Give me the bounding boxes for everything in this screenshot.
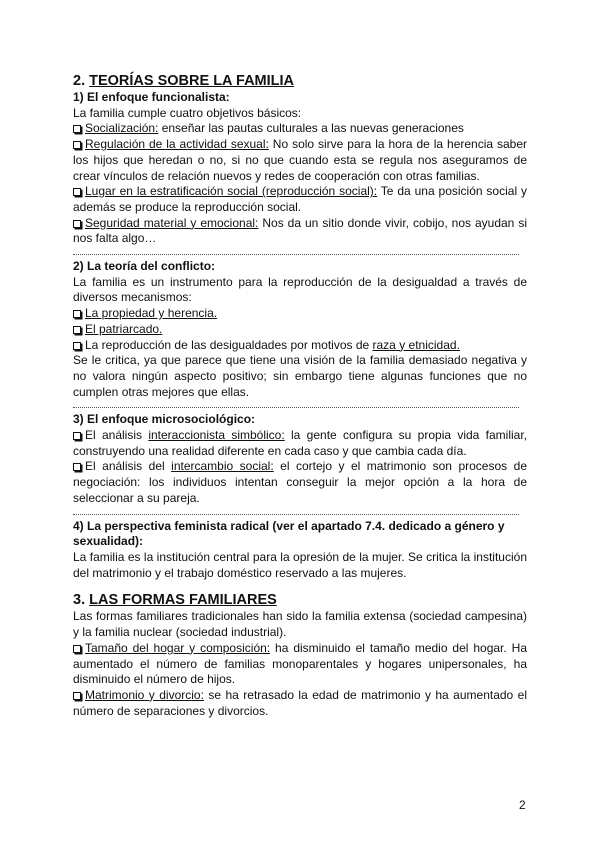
checkbox-bullet-icon [73,326,81,334]
list-item [73,459,527,506]
section-3-title-text: LAS FORMAS FAMILIARES [89,592,277,609]
checkbox-bullet-icon [73,645,81,653]
checkbox-bullet-icon [73,188,81,196]
item-label: Matrimonio y divorcio: [85,687,204,702]
item-text: El análisis [85,428,149,443]
section-3-title [73,591,527,609]
section-3-intro: Las formas familiares tradicionales han sido la familia extensa (sociedad campesina) y la familia nuclear (sociedad industrial). [73,609,527,640]
item-label: raza y etnicidad. [372,337,460,352]
item-label: Socialización: [85,121,159,136]
item-text: La reproducción de las desigualdades por motivos de [85,337,373,352]
section-3-number: 3. [73,592,90,609]
checkbox-bullet-icon [73,463,81,471]
item-text: enseñar las pautas culturales a las nuevas generaciones [158,121,464,136]
item-label: interaccionista simbólico: [148,428,285,443]
item-label: Seguridad material y emocional: [85,215,259,230]
item-label: Regulación de la actividad sexual: [85,137,269,152]
checkbox-bullet-icon [73,432,81,440]
item-text: el cortejo y el matrimonio son procesos de negociación: los individuos intentan conseguir la mejor opción a la hora de seleccionar a su pareja. [73,459,527,505]
checkbox-bullet-icon [73,692,81,700]
list-item [73,216,527,247]
micro-heading: 3) El enfoque microsociológico: [73,412,256,427]
conflicto-critique: Se le critica, ya que parece que tiene una visión de la familia demasiado negativa y no valora ningún aspecto positivo; sin embargo tiene algunas funciones que no cumplen otras mejores que ellas. [73,353,527,399]
list-item [73,121,527,137]
list-item [73,641,527,688]
checkbox-bullet-icon [73,342,81,350]
conflicto-intro: La familia es un instrumento para la reproducción de la desigualdad a través de diversos mecanismos: [73,274,527,305]
list-item [73,428,527,459]
item-text: No solo sirve para la hora de la herencia saber los hijos que heredan o no, si no que cuando esta se regula nos aseguramos de crear vínculos de relación nuevos y redes de cooperación con otras familias. [73,137,528,183]
feminista-heading: 4) La perspectiva feminista radical (ver el apartado 7.4. dedicado a género y sexualidad): [73,518,505,549]
item-text: El análisis del [85,459,172,474]
list-item [73,322,527,338]
section-2-title-text: TEORÍAS SOBRE LA FAMILIA [89,73,295,89]
list-item [73,688,527,719]
spacer [73,581,527,591]
item-label: La propiedad y herencia. [85,306,218,321]
page-number: 2 [519,798,526,812]
dotted-divider [73,252,519,255]
checkbox-bullet-icon [73,125,81,133]
item-text: Nos da un sitio donde vivir, cobijo, nos ayudan si nos falta algo… [73,215,528,246]
checkbox-bullet-icon [73,141,81,149]
list-item [73,184,527,215]
feminista-text: La familia es la institución central para la opresión de la mujer. Se critica la institución del matrimonio y el trabajo doméstico reservado a las mujeres. [73,549,527,580]
item-text: la gente configura su propia vida familiar, construyendo una realidad diferente en cada caso y que cambia cada día. [73,428,528,458]
list-item [73,338,527,354]
item-label: El patriarcado. [85,321,163,336]
page-content [73,72,527,719]
list-item [73,137,527,184]
funcionalista-heading: 1) El enfoque funcionalista: [73,90,230,104]
item-text: Te da una posición social y además se produce la reproducción social. [73,184,527,214]
item-label: Lugar en la estratificación social (reproducción social): [85,184,378,199]
item-text: se ha retrasado la edad de matrimonio y ha aumentado el número de separaciones y divorcios. [73,687,528,718]
checkbox-bullet-icon [73,310,81,318]
checkbox-bullet-icon [73,220,81,228]
dotted-divider [73,512,519,515]
item-label: intercambio social: [171,459,274,474]
dotted-divider [73,405,519,408]
item-text: ha disminuido el tamaño medio del hogar. Ha aumentado el número de familias monoparentales y hogares unipersonales, ha disminuido el número de hijos. [73,640,527,687]
section-2-title [73,72,527,90]
section-2-number: 2. [73,73,90,89]
list-item [73,306,527,322]
funcionalista-intro: La familia cumple cuatro objetivos básicos: [73,105,302,120]
conflicto-heading: 2) La teoría del conflicto: [73,259,216,274]
item-label: Tamaño del hogar y composición: [85,640,271,655]
